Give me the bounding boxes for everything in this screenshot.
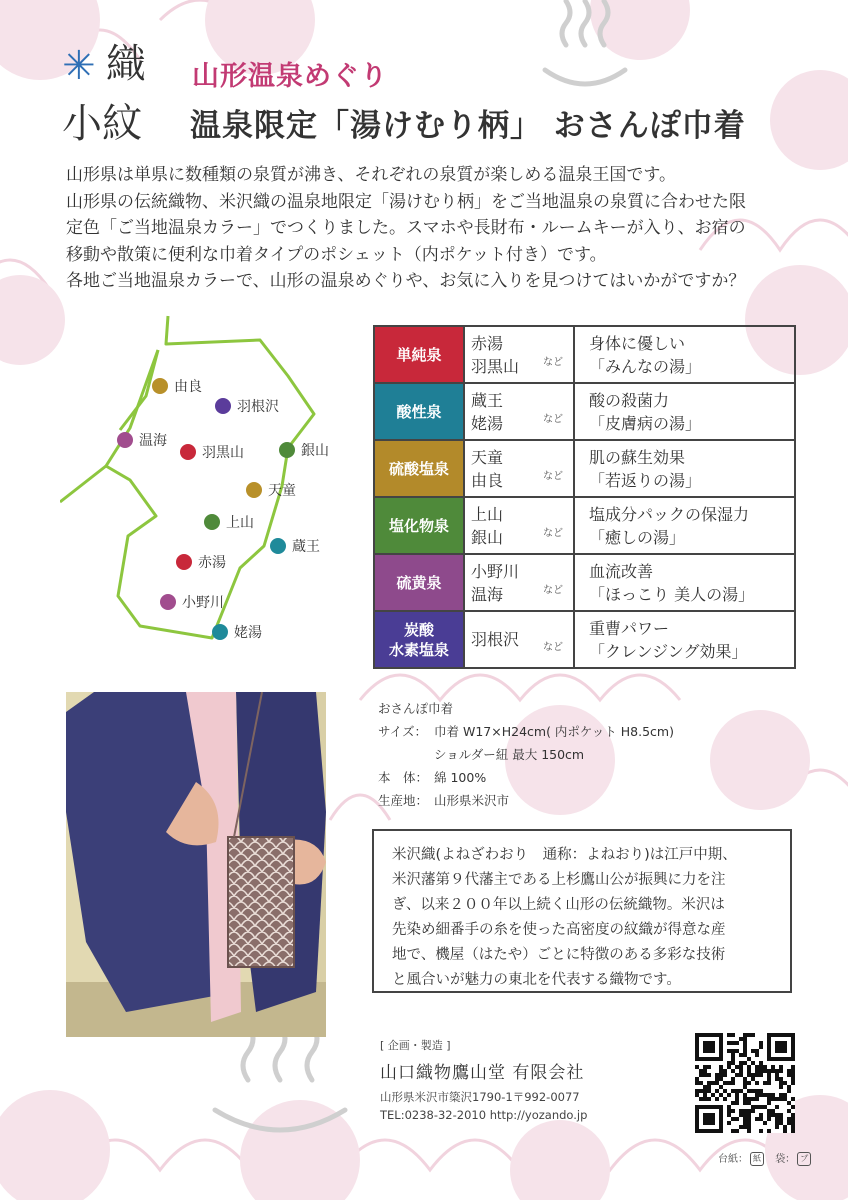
map-pin-label: 蔵王 bbox=[292, 539, 320, 555]
map-pin-label: 羽根沢 bbox=[237, 399, 279, 415]
plastic-recycle-icon: プ bbox=[797, 1152, 811, 1166]
etc-label: など bbox=[543, 528, 563, 539]
infobox-line: 米沢織(よねざわおり 通称：よねおり)は江戸中期、 bbox=[392, 847, 737, 863]
spec-origin-row bbox=[378, 789, 674, 812]
map-pin bbox=[176, 554, 192, 570]
map-pin-label: 赤湯 bbox=[198, 555, 226, 571]
intro-line: 移動や散策に便利な巾着タイプのポシェット（内ポケット付き）です。 bbox=[66, 244, 607, 265]
maker-label: [ 企画・製造 ] bbox=[380, 1039, 451, 1052]
table-row bbox=[374, 440, 795, 497]
spring-effect-cell bbox=[574, 554, 795, 611]
map-pin bbox=[279, 442, 295, 458]
spring-type-label: 炭酸 bbox=[403, 620, 434, 639]
map-pin-label: 銀山 bbox=[301, 443, 329, 459]
logo-text-line1: 織 bbox=[106, 41, 146, 87]
infobox-line: 先染め細番手の糸を使った高密度の紋織が得意な産 bbox=[392, 922, 726, 938]
spring-effect-nickname: 「若返りの湯」 bbox=[589, 470, 702, 490]
spring-places-cell bbox=[464, 440, 574, 497]
brand-logo bbox=[62, 41, 172, 154]
table-row bbox=[374, 554, 795, 611]
spec-body-row bbox=[378, 766, 674, 789]
spring-place: 姥湯 bbox=[471, 413, 504, 433]
table-row bbox=[374, 497, 795, 554]
map-pin-label: 羽黒山 bbox=[202, 445, 244, 461]
map-pin-label: 由良 bbox=[174, 379, 202, 395]
spring-type-label: 硫黄泉 bbox=[396, 573, 442, 592]
map-svg bbox=[60, 310, 380, 670]
spring-place: 温海 bbox=[471, 584, 504, 604]
spec-value: 巾着 W17×H24cm( 内ポケット H8.5cm) bbox=[434, 724, 674, 739]
spec-strap-row bbox=[378, 743, 674, 766]
maker-name: 山口織物鷹山堂 有限会社 bbox=[380, 1063, 585, 1083]
spring-effect: 血流改善 bbox=[589, 561, 654, 581]
spring-places-cell bbox=[464, 611, 574, 668]
spring-type-label: 硫酸塩泉 bbox=[388, 459, 449, 478]
spring-type-cell bbox=[374, 611, 464, 668]
spring-type-label: 酸性泉 bbox=[396, 402, 442, 421]
spring-effect-cell bbox=[574, 497, 795, 554]
spring-type-cell bbox=[374, 497, 464, 554]
map-pin-label: 温海 bbox=[139, 433, 167, 449]
bag-label: 袋： bbox=[775, 1154, 796, 1165]
spring-effect-nickname: 「ほっこり 美人の湯」 bbox=[589, 584, 755, 604]
etc-label: など bbox=[543, 642, 563, 653]
prefecture-border bbox=[60, 466, 106, 502]
map-pin bbox=[160, 594, 176, 610]
map-pin-label: 天童 bbox=[268, 483, 296, 499]
etc-label: など bbox=[543, 414, 563, 425]
paper-recycle-icon: 紙 bbox=[750, 1152, 764, 1166]
infobox-line: 米沢藩第９代藩主である上杉鷹山公が振興に力を注 bbox=[392, 872, 726, 888]
qr-code[interactable] bbox=[695, 1033, 795, 1133]
spring-places-cell bbox=[464, 326, 574, 383]
spring-place: 天童 bbox=[471, 447, 504, 467]
spring-place: 小野川 bbox=[471, 561, 520, 581]
spring-type-cell bbox=[374, 326, 464, 383]
table-row bbox=[374, 326, 795, 383]
spring-effect-cell bbox=[574, 326, 795, 383]
infobox-line: と風合いが魅力の東北を代表する織物です。 bbox=[392, 972, 681, 988]
spring-effect: 身体に優しい bbox=[589, 333, 686, 353]
spring-type-label: 水素塩泉 bbox=[388, 640, 449, 659]
spring-effect-cell bbox=[574, 383, 795, 440]
photo-illustration bbox=[66, 692, 326, 1037]
intro-line: 各地ご当地温泉カラーで、山形の温泉めぐりや、お気に入りを見つけてはいかがですか？ bbox=[66, 271, 746, 291]
intro-line: 山形県の伝統織物、米沢織の温泉地限定「湯けむり柄」をご当地温泉の泉質に合わせた限 bbox=[66, 191, 746, 212]
map-pin bbox=[246, 482, 262, 498]
product-name: おさんぽ巾着 bbox=[378, 701, 454, 716]
spring-effect: 肌の蘇生効果 bbox=[589, 447, 686, 467]
spring-place: 赤湯 bbox=[471, 333, 504, 353]
map-pin bbox=[215, 398, 231, 414]
spring-effect: 酸の殺菌力 bbox=[589, 390, 670, 410]
spring-place: 羽黒山 bbox=[471, 356, 520, 376]
yamagata-map bbox=[60, 310, 380, 670]
map-pin bbox=[117, 432, 133, 448]
table-row bbox=[374, 611, 795, 668]
intro-line: 山形県は単県に数種類の泉質が沸き、それぞれの泉質が楽しめる温泉王国です。 bbox=[66, 165, 676, 185]
spec-label: 本 体： bbox=[378, 770, 429, 785]
page-title: 温泉限定「湯けむり柄」 おさんぽ巾着 bbox=[190, 108, 746, 144]
spring-effect-nickname: 「癒しの湯」 bbox=[589, 527, 686, 547]
map-pin bbox=[270, 538, 286, 554]
spring-place: 銀山 bbox=[471, 527, 504, 547]
etc-label: など bbox=[543, 357, 563, 368]
spring-effect-nickname: 「みんなの湯」 bbox=[589, 356, 702, 376]
etc-label: など bbox=[543, 471, 563, 482]
spring-type-cell bbox=[374, 554, 464, 611]
maker-address: 山形県米沢市簗沢1790-1〒992-0077 bbox=[380, 1090, 580, 1104]
spring-effect-nickname: 「皮膚病の湯」 bbox=[589, 413, 702, 433]
spec-size-row bbox=[378, 720, 674, 743]
etc-label: など bbox=[543, 585, 563, 596]
spring-place: 羽根沢 bbox=[471, 630, 520, 649]
spring-type-label: 塩化物泉 bbox=[388, 516, 449, 535]
map-pin bbox=[180, 444, 196, 460]
spring-type-label: 単純泉 bbox=[396, 345, 442, 364]
spring-effect-nickname: 「クレンジング効果」 bbox=[589, 641, 748, 661]
qr-code-graphic bbox=[695, 1033, 795, 1133]
intro-line: 定色「ご当地温泉カラー」でつくりました。スマホや長財布・ルームキーが入り、お宿の bbox=[66, 218, 746, 238]
spring-type-cell bbox=[374, 440, 464, 497]
spring-place: 蔵王 bbox=[471, 390, 504, 410]
spring-place: 由良 bbox=[471, 470, 504, 490]
spring-place: 上山 bbox=[471, 504, 504, 524]
product-spec bbox=[378, 697, 674, 812]
spring-effect-cell bbox=[574, 611, 795, 668]
map-pin bbox=[212, 624, 228, 640]
spring-effect: 塩成分パックの保湿力 bbox=[589, 504, 750, 524]
spec-value: 綿 100% bbox=[434, 770, 487, 785]
spring-places-cell bbox=[464, 383, 574, 440]
spec-label: 生産地： bbox=[378, 793, 429, 808]
yonezawa-ori-infobox bbox=[372, 829, 792, 993]
map-pin-label: 上山 bbox=[226, 515, 254, 531]
paper-label: 台紙： bbox=[718, 1154, 748, 1165]
intro-paragraph bbox=[66, 162, 806, 295]
spec-value: 山形県米沢市 bbox=[434, 793, 510, 808]
spring-type-cell bbox=[374, 383, 464, 440]
map-pin bbox=[152, 378, 168, 394]
spec-value: ショルダー紐 最大 150cm bbox=[434, 747, 585, 762]
spring-places-cell bbox=[464, 497, 574, 554]
maker-contact: TEL:0238-32-2010 http://yozando.jp bbox=[380, 1108, 588, 1122]
product-photo bbox=[66, 692, 326, 1037]
spring-effect: 重曹パワー bbox=[589, 618, 670, 638]
recycle-marks bbox=[718, 1150, 819, 1166]
asterisk-icon: ✳ bbox=[62, 43, 96, 89]
infobox-line: ぎ、以来２００年以上続く山形の伝統織物。米沢は bbox=[392, 897, 725, 913]
map-pin bbox=[204, 514, 220, 530]
infobox-line: 地で、機屋（はたや）ごとに特徴のある多彩な技術 bbox=[392, 947, 726, 963]
spring-type-table bbox=[373, 325, 796, 669]
page-subtitle: 山形温泉めぐり bbox=[192, 61, 388, 92]
map-pin-label: 小野川 bbox=[182, 595, 224, 611]
spring-places-cell bbox=[464, 554, 574, 611]
map-pin-label: 姥湯 bbox=[234, 625, 262, 641]
table-row bbox=[374, 383, 795, 440]
logo-text-line2: 小紋 bbox=[62, 101, 142, 147]
prefecture-border bbox=[106, 316, 314, 638]
spring-effect-cell bbox=[574, 440, 795, 497]
spec-label: サイズ： bbox=[378, 724, 428, 739]
